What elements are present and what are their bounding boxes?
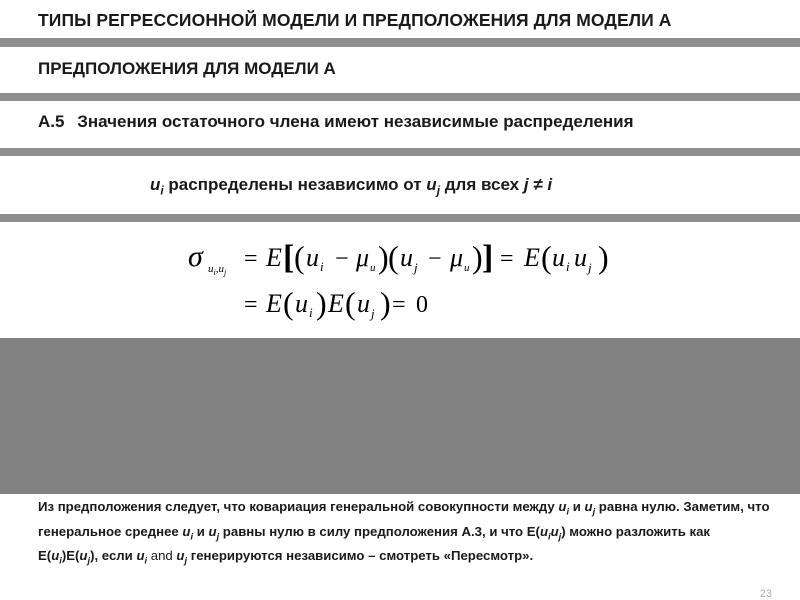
svg-text:): ) xyxy=(472,239,483,275)
para-j-3: j xyxy=(558,531,562,542)
sigma-symbol: σ xyxy=(188,240,203,273)
separator-4 xyxy=(0,214,800,222)
assumption-text: Значения остаточного члена имеют независимые распределения xyxy=(77,112,634,131)
para-j-5: j xyxy=(184,555,188,566)
E-2: E xyxy=(524,243,540,272)
svg-text:(: ( xyxy=(345,285,356,321)
para-i-2: i xyxy=(190,531,194,542)
para-text-1: Из предположения следует, что ковариация генеральной совокупности между xyxy=(38,499,559,514)
para-and-1: и xyxy=(569,499,585,514)
para-u-3: u xyxy=(182,523,191,539)
u-1: u xyxy=(306,243,319,272)
para-u-6: u xyxy=(550,523,559,539)
sigma-sub-j: j xyxy=(223,268,227,277)
para-and-en: and xyxy=(147,548,177,564)
u-4: u xyxy=(574,243,587,272)
para-u-7: u xyxy=(51,548,60,564)
sigma-sub-u1: u xyxy=(208,263,214,275)
slide-title: ТИПЫ РЕГРЕССИОННОЙ МОДЕЛИ И ПРЕДПОЛОЖЕНИЯ ДЛЯ МОДЕЛИ А xyxy=(38,10,672,30)
para-j: j xyxy=(592,506,596,517)
para-i-5: i xyxy=(144,555,148,566)
svg-text:): ) xyxy=(380,285,391,321)
E-1: E xyxy=(266,243,282,272)
svg-text:]: ] xyxy=(482,239,494,276)
mu-sub-2: u xyxy=(464,262,470,274)
zero: 0 xyxy=(416,292,428,318)
sigma-sub-i: i xyxy=(213,268,216,277)
eq-4: = xyxy=(392,292,406,318)
svg-text:): ) xyxy=(598,239,609,275)
i-2: i xyxy=(566,259,570,274)
eq-1: = xyxy=(244,246,258,272)
j-3: j xyxy=(371,306,375,321)
mu-1: μ xyxy=(356,243,370,272)
i-1: i xyxy=(320,259,324,274)
svg-text:(: ( xyxy=(283,285,294,321)
svg-text:): ) xyxy=(378,239,389,275)
independence-middle: распределены независимо от xyxy=(163,175,427,194)
eq-2: = xyxy=(500,246,514,272)
eq-3: = xyxy=(244,292,258,318)
explanation-paragraph xyxy=(38,497,773,571)
para-u-4: u xyxy=(208,523,217,539)
separator-2 xyxy=(0,93,800,101)
sigma-sub-u2: u xyxy=(218,263,224,275)
para-text-2: равна нулю. Заметим, что генеральное среднее xyxy=(38,499,770,539)
independence-tail: для всех xyxy=(440,175,524,194)
sub-i: i xyxy=(160,183,164,198)
sub-j: j xyxy=(436,183,440,198)
para-u-5: u xyxy=(539,523,549,539)
gray-block xyxy=(0,338,800,494)
E-4: E xyxy=(328,289,344,318)
i-3: i xyxy=(309,305,313,320)
assumption-number: A.5 xyxy=(38,112,65,131)
svg-text:(: ( xyxy=(294,239,305,275)
condition: j ≠ i xyxy=(523,175,553,194)
para-i-3: i xyxy=(548,531,551,542)
j-1: j xyxy=(414,260,418,275)
svg-text:(: ( xyxy=(388,239,399,275)
u-2: u xyxy=(400,243,413,272)
para-text-6: ), если xyxy=(90,548,137,564)
assumption-statement xyxy=(38,112,634,132)
separator-3 xyxy=(0,148,800,156)
slide-subtitle: ПРЕДПОЛОЖЕНИЯ ДЛЯ МОДЕЛИ А xyxy=(38,59,336,78)
para-text-5: )E( xyxy=(61,548,80,564)
para-i: i xyxy=(566,506,570,517)
separator-1 xyxy=(0,38,800,47)
para-i-4: i xyxy=(59,555,62,566)
para-text-7: генерируются независимо – смотреть «Пересмотр». xyxy=(187,548,534,564)
u-6: u xyxy=(357,289,370,318)
para-j-2: j xyxy=(216,531,220,542)
svg-text:ui,uj: $u_i,u_j$ xyxy=(208,263,227,277)
para-u-8: u xyxy=(79,548,88,564)
para-j-4: j xyxy=(87,555,91,566)
page-number: 23 xyxy=(759,588,772,600)
para-text-4: ) можно разложить как E( xyxy=(38,523,711,564)
var-u: u xyxy=(150,175,161,194)
u-3: u xyxy=(552,243,565,272)
para-u-10: u xyxy=(176,548,185,564)
independence-statement xyxy=(150,175,552,197)
j-2: j xyxy=(588,260,592,275)
svg-text:): ) xyxy=(316,285,327,321)
mu-2: μ xyxy=(450,243,464,272)
u-5: u xyxy=(295,289,308,318)
covariance-formula xyxy=(180,228,630,328)
para-u-9: u xyxy=(136,548,145,564)
var-u-2: u xyxy=(426,175,437,194)
minus-2: − xyxy=(428,246,442,272)
svg-text:(: ( xyxy=(541,239,552,275)
svg-text:[: [ xyxy=(283,239,295,276)
para-u-2: u xyxy=(584,499,593,514)
mu-sub-1: u xyxy=(370,262,376,274)
para-u: u xyxy=(558,499,567,514)
minus-1: − xyxy=(335,246,349,272)
para-text-3: равны нулю в силу предположения A.3, и что E( xyxy=(219,523,540,539)
para-and-2: и xyxy=(193,523,209,539)
E-3: E xyxy=(266,289,282,318)
